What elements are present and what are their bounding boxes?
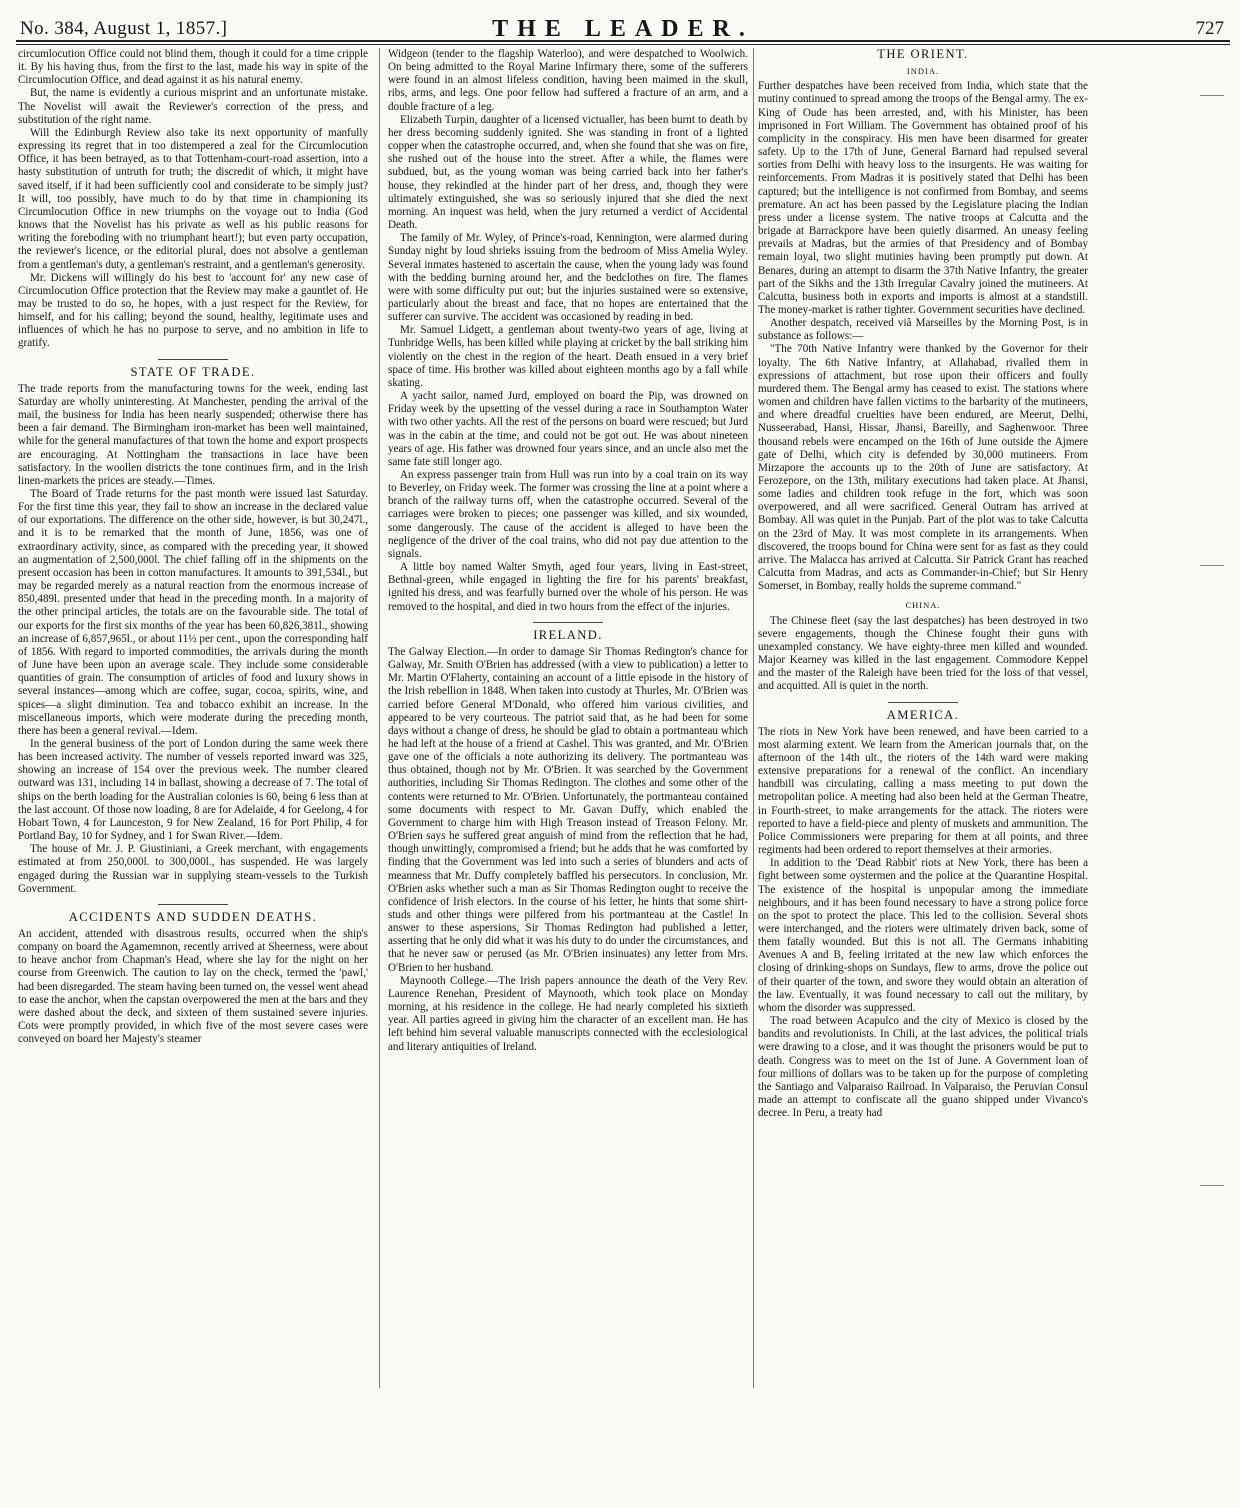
article-paragraph: The trade reports from the manufacturing towns for the week, ending last Saturday are wholly uninteresting. At Manchester, pending the arrival of the mail, the business for India has been nearly suspended; otherwise there has been a fair demand. The Birmingham iron-market has been well maintained, while for the general manufactures of that town the home and export prospects are encouraging. At Nottingham the transactions in lace have been satisfactory. In the woollen districts the tone continues firm, and in the Irish linen-markets the prices are steady.—Times.	[18, 382, 368, 487]
section-heading-orient: THE ORIENT.	[877, 47, 969, 61]
section-heading-america: AMERICA.	[886, 707, 960, 722]
article-paragraph: A little boy named Walter Smyth, aged four years, living in East-street, Bethnal-green, while engaged in lighting the fire for his parents' breakfast, ignited his dress, and was fearfully burned over the whole of his person. He was removed to the hospital, and died in two hours from the effect of the injuries.	[388, 561, 748, 613]
article-paragraph: Mr. Samuel Lidgett, a gentleman about twenty-two years of age, living at Tunbridge Wells, has been killed while playing at cricket by the ball striking him violently on the chest in the region of the heart. Death ensued in a very brief space of time. His brother was killed about eighteen months ago by a fall while skating.	[388, 324, 748, 389]
margin-mark	[1200, 565, 1224, 566]
column-divider	[379, 48, 380, 1388]
article-paragraph: The road between Acapulco and the city of Mexico is closed by the bandits and revolutionists. In Chili, at the last advices, the political trials were drawing to a close, and it was thought the prisoners would be put to death. Congress was to meet on the 1st of June. A Government loan of four millions of dollars was to be taken up for the purpose of completing the Santiago and Valparaiso Railroad. In Valparaiso, the Peruvian Consul made an attempt to confiscate all the guano shipped under Vivanco's decree. In Peru, a treaty had	[758, 1015, 1088, 1120]
article-paragraph: In the general business of the port of London during the same week there has been increased activity. The number of vessels reported inward was 325, showing an increase of 154 over the previous week. The number cleared outward was 131, including 14 in ballast, showing a decrease of 7. The total of ships on the berth loading for the Australian colonies is 60, being 6 less than at the last account. Of those now loading, 8 are for Adelaide, 4 for Geelong, 4 for Hobart Town, 4 for Launceston, 9 for New Zealand, 16 for Port Philip, 4 for Portland Bay, 10 for Sydney, and 1 for Swan River.—Idem.	[18, 737, 368, 843]
article-paragraph: Another despatch, received viâ Marseilles by the Morning Post, is in substance as follows:—	[758, 317, 1088, 343]
header-rule	[16, 40, 1230, 42]
article-paragraph: The family of Mr. Wyley, of Prince's-road, Kennington, were alarmed during Sunday night by loud shrieks issuing from the bedroom of Miss Amelia Wyley. Several inmates hastened to ascertain the cause, when the young lady was found with the bedding burning around her, and the bedclothes on fire. The flames were with some difficulty put out; but the injuries sustained were so extensive, particularly about the breast and face, that no hopes are entertained that the sufferer can survive. The accident was occasioned by reading in bed.	[388, 232, 748, 324]
article-paragraph: The Galway Election.—In order to damage Sir Thomas Redington's chance for Galway, Mr. Smith O'Brien has addressed (with a view to publication) a letter to Mr. Martin O'Flaherty, containing an account of a little episode in the history of the Irish rebellion in 1848. When taken into custody at Thurles, Mr. O'Brien was carried before General M'Donald, who offered him various civilities, and appeared to be very courteous. The patriot said that, as he had been for some days without a change of dress, he should be glad to obtain a portmanteau which he had left at the house of a friend at Cashel. This was granted, and Mr. O'Brien gave one of the officials a note authorizing its delivery. The portmanteau was thus obtained, though not by Mr. O'Brien. It was searched by the Government authorities, including Sir Thomas Redington. The clothes and some other of the contents were returned to Mr. O'Brien. Unfortunately, the portmanteau contained some documents with respect to Mr. Gavan Duffy, which enabled the Government to charge him with High Treason instead of Treason Felony. Mr. O'Brien says he suffered great anguish of mind from the reflection that he had, though unwittingly, compromised a friend; but he adds that he was comforted by finding that the Government was led into such a series of blunders and acts of meanness that Mr. Duffy completely baffled his persecutors. In conclusion, Mr. O'Brien asks whether such a man as Sir Thomas Redington ought to receive the confidence of Irish electors. In the course of his letter, he hints that some shirt-studs and other things were pilfered from his portmanteau at the Castle! In answer to these aspersions, Sir Thomas Redington had published a letter, asserting that he only did what it was his duty to do under the circumstances, and that he never saw or perused (as Mr. O'Brien insinuates) any letter from Mrs. O'Brien to her husband.	[388, 645, 748, 974]
article-paragraph: Widgeon (tender to the flagship Waterloo), and were despatched to Woolwich. On being admitted to the Royal Marine Infirmary there, some of the sufferers were found in an almost lifeless condition, having been maimed in the skull, ribs, arms, and legs. One poor fellow had suffered a fracture of an arm, and a double fracture of a leg.	[388, 48, 748, 113]
article-paragraph: In addition to the 'Dead Rabbit' riots at New York, there has been a fight between some oystermen and the police at the Quarantine Hospital. The existence of the hospital is unpopular among the immediate neighbours, and it has been found necessary to have a strong police force on the spot to protect the place. This led to the collision. Several shots were interchanged, and the rioters were ultimately driven back, some of them fatally wounded. But this is not all. The Germans inhabiting Avenues A and B, feeling irritated at the new law which enforces the closing of drinking-shops on Sundays, flew to arms, drove the police out of their quarter of the town, and swore they would obtain an alteration of the law. Eventually, it was found necessary to call out the military, by whom the disorder was suppressed.	[758, 857, 1088, 1014]
column-2	[388, 48, 748, 1054]
article-paragraph: A yacht sailor, named Jurd, employed on board the Pip, was drowned on Friday week by the upsetting of the vessel during a race in Southampton Water with two other yachts. All the rest of the persons on board were rescued; but Jurd was in the cabin at the time, and could not be got out. He was about nineteen years of age. His father was drowned four years since, and an uncle also met the same fate still longer ago.	[388, 390, 748, 468]
section-separator	[158, 904, 228, 905]
subheading-china: CHINA.	[905, 600, 941, 611]
article-paragraph: circumlocution Office could not blind them, though it could for a time cripple it. By his having thus, from the first to the last, made his way in spite of the Circumlocution Office, and dead against it as his natural enemy.	[18, 48, 368, 87]
issue-number-date: No. 384, August 1, 1857.]	[20, 18, 228, 39]
article-paragraph: The house of Mr. J. P. Giustiniani, a Greek merchant, with engagements estimated at from 250,000l. to 300,000l., has suspended. He was largely engaged during the Russian war in supplying steam-vessels to the Turkish Government.	[18, 843, 368, 895]
page-number: 727	[1195, 18, 1224, 39]
article-paragraph: The Chinese fleet (say the last despatches) has been destroyed in two severe engagements, though the Chinese fought their guns with unexampled constancy. We have eighty-three men killed and wounded. Major Kearney was killed in the last engagement. Commodore Keppel and the master of the Raleigh have been tried for the loss of that vessel, and acquitted. All is quiet in the north.	[758, 614, 1088, 693]
section-separator	[888, 702, 958, 703]
newspaper-title: THE LEADER.	[492, 16, 754, 42]
column-divider	[753, 48, 754, 1388]
article-paragraph: The Board of Trade returns for the past month were issued last Saturday. For the first time this year, they fail to show an increase in the declared value of our exportations. The difference on the other side, however, is but 30,247l., and it is to be remarked that the month of June, 1856, was one of extraordinary activity, since, as compared with the preceding year, it showed an augmentation of 2,500,000l. The chief falling off in the shipments on the present occasion has been in cotton manufactures. It amounts to 391,534l., but may be regarded merely as a natural reaction from the enormous increase of 850,489l. presented under that head in the preceding month. In a majority of the other principal articles, the totals are on the favourable side. The total of our exports for the first six months of the year has been 60,826,381l., showing an increase of 6,857,965l., or about 11½ per cent., upon the corresponding half of 1856. With regard to imported commodities, the arrivals during the month of June have been upon an average scale. They include some considerable quantities of grain. The consumption of articles of food and luxury shows in several instances—among which are coffee, sugar, cocoa, spirits, wine, and spices—a slight diminution. Tea and tobacco exhibit an increase. In the miscellaneous imports, which were moderate during the preceding month, there has been a general revival.—Idem.	[18, 488, 368, 737]
article-paragraph: Further despatches have been received from India, which state that the mutiny continued to spread among the troops of the Bengal army. The ex-King of Oude has been arrested, and, with his Minister, has been imprisoned in Fort William. The Government has obtained proof of his complicity in the conspiracy. His men have been disarmed for greater safety. Up to the 17th of June, General Barnard had repulsed several sorties from Delhi with heavy loss to the insurgents. He was waiting for reinforcements. From Madras it is positively stated that Delhi has been captured; but the intelligence is not confirmed from Bombay, and seems premature. An act has been passed by the Legislature placing the Indian press under a license system. The native troops at Calcutta and the brigade at Barrackpore have been quietly disarmed. An uneasy feeling prevails at Madras, but the armies of that Presidency and of Bombay remain loyal, two slight mutinies having been promptly put down. At Benares, during an attempt to disarm the 37th Native Infantry, the greater part of the Sikhs and the 13th Irregular Cavalry joined the mutineers. At Calcutta, business both in exports and imports is almost at a standstill. The money-market is rather tighter. Government securities have declined.	[758, 80, 1088, 316]
article-paragraph: The riots in New York have been renewed, and have been carried to a most alarming extent. We learn from the American journals that, on the afternoon of the 14th ult., the rioters of the 14th ward were making extensive preparations for a renewal of the conflict. An incendiary handbill was circulating, calling a mass meeting to put down the metropolitan police. A meeting had also been held at the German Theatre, in Fourth-street, to make arrangements for the attack. The rioters were reported to have a field-piece and plenty of muskets and ammunition. The Police Commissioners were preparing for them at all points, and three regiments had been ordered to report themselves at their armories.	[758, 725, 1088, 857]
margin-mark	[1200, 95, 1224, 96]
article-paragraph: Mr. Dickens will willingly do his best to 'account for' any new case of Circumlocution Office protection that the Review may make a gauntlet of. He may be trusted to do so, he hopes, with a just respect for the Review, for himself, and for his calling; beyond the sound, healthy, legitimate uses and influences of which he has no purpose to serve, and no ambition in life to gratify.	[18, 271, 368, 350]
margin-mark	[1200, 1185, 1224, 1186]
section-heading-ireland: IRELAND.	[533, 627, 603, 642]
article-paragraph: But, the name is evidently a curious misprint and an unfortunate mistake. The Novelist will await the Reviewer's correction of the press, and substitution of the right name.	[18, 87, 368, 126]
article-paragraph: An express passenger train from Hull was run into by a coal train on its way to Beverley, on Friday week. The former was crossing the line at a point where a branch of the railway turns off, when the catastrophe occurred. Several of the carriages were broken to pieces; one passenger was killed, and six wounded, some dangerously. The cause of the accident is alleged to have been the negligence of the driver of the coal trains, who did not pay due attention to the signals.	[388, 469, 748, 560]
section-heading-state-of-trade: STATE OF TRADE.	[130, 364, 256, 379]
article-paragraph: Will the Edinburgh Review also take its next opportunity of manfully expressing its regret that in too distempered a zeal for the Circumlocution Office, it has been betrayed, as to that Tottenham-court-road assertion, into a hasty substitution of untruth for truth; the discredit of which, it might have saved itself, if it had been sufficiently cool and considerate to be simply just? It will, too possibly, have much to do by that time in championing its Circumlocution Office in new triumphs on the voyage out to India (God knows that the Novelist has his private as well as his public reasons for writing the foreboding with no triumphant heart!); but even party occupation, the reviewer's licence, or the editorial plural, does not absolve a gentleman from a gentleman's duty, a gentleman's restraint, and a gentleman's generosity.	[18, 126, 368, 271]
subheading-india: INDIA.	[906, 66, 940, 77]
column-1	[18, 48, 368, 1046]
article-paragraph: An accident, attended with disastrous results, occurred when the ship's company on board the Agamemnon, recently arrived at Sheerness, were about to heave anchor from Chapman's Head, where she lay for the night on her course from Greenwich. The caution to lay on the check, termed the 'pawl,' had been disregarded. The steam having been turned on, the vessel went ahead to ease the anchor, when the capstan overpowered the men at the bars and they were dashed about the deck, and sixteen of them sustained severe injuries. Cots were promptly provided, in which five of the most severe cases were conveyed on board her Majesty's steamer	[18, 928, 368, 1046]
header-rule-thin	[16, 44, 1230, 45]
section-heading-accidents: ACCIDENTS AND SUDDEN DEATHS.	[68, 909, 318, 924]
column-3	[758, 48, 1088, 1120]
article-paragraph: Elizabeth Turpin, daughter of a licensed victualler, has been burnt to death by her dress becoming suddenly ignited. She was standing in front of a lighted copper when the catastrophe occurred, and, when she found that she was on fire, she rushed out of the house into the street. After a while, the flames were subdued, but, as the young woman was being carried back into her father's house, they rekindled at the hinder part of her dress, and, though they were ultimately extinguished, she was so seriously injured that she died the next morning. An inquest was held, when the jury returned a verdict of Accidental Death.	[388, 113, 748, 232]
article-paragraph: "The 70th Native Infantry were thanked by the Governor for their loyalty. The 6th Native Infantry, at Allahabad, rivalled them in expressions of attachment, but rose upon their officers and foully murdered them. The Bengal army has ceased to exist. The stations where women and children have fallen victims to the barbarity of the mutineers, and where dreadful cruelties have been endured, are Meerut, Delhi, Nusseerabad, Hansi, Hissar, Jhansi, Bareilly, and Saghenwoor. Three thousand rebels were encamped on the 16th of June outside the Ajmere gate of Delhi, which city is defended by 30,000 mutineers. From Mirzapore the accounts up to the 20th of June are satisfactory. At Ferozepore, on the 13th, military executions had taken place. At Jhansi, some ladies and children took refuge in the fort, which was soon overpowered, and all were sacrificed. General Outram has arrived at Bombay. All was quiet in the Punjab. Part of the plot was to take Calcutta on the 23rd of May. It was most complete in its arrangements. When discovered, the troops bound for China were sent for as fast as they could arrive. The Malacca has arrived at Calcutta. Sir Patrick Grant has reached Calcutta from Madras, and acts as Commander-in-Chief; but Sir Henry Somerset, in Bombay, really holds the supreme command."	[758, 343, 1088, 593]
article-paragraph: Maynooth College.—The Irish papers announce the death of the Very Rev. Laurence Renehan, President of Maynooth, which took place on Monday morning, at his residence in the college. He had nearly completed his sixtieth year. All parties agreed in giving him the character of an excellent man. He has left behind him several valuable manuscripts connected with the ecclesiological and literary antiquities of Ireland.	[388, 974, 748, 1053]
section-separator	[158, 359, 228, 360]
section-separator	[533, 622, 603, 623]
